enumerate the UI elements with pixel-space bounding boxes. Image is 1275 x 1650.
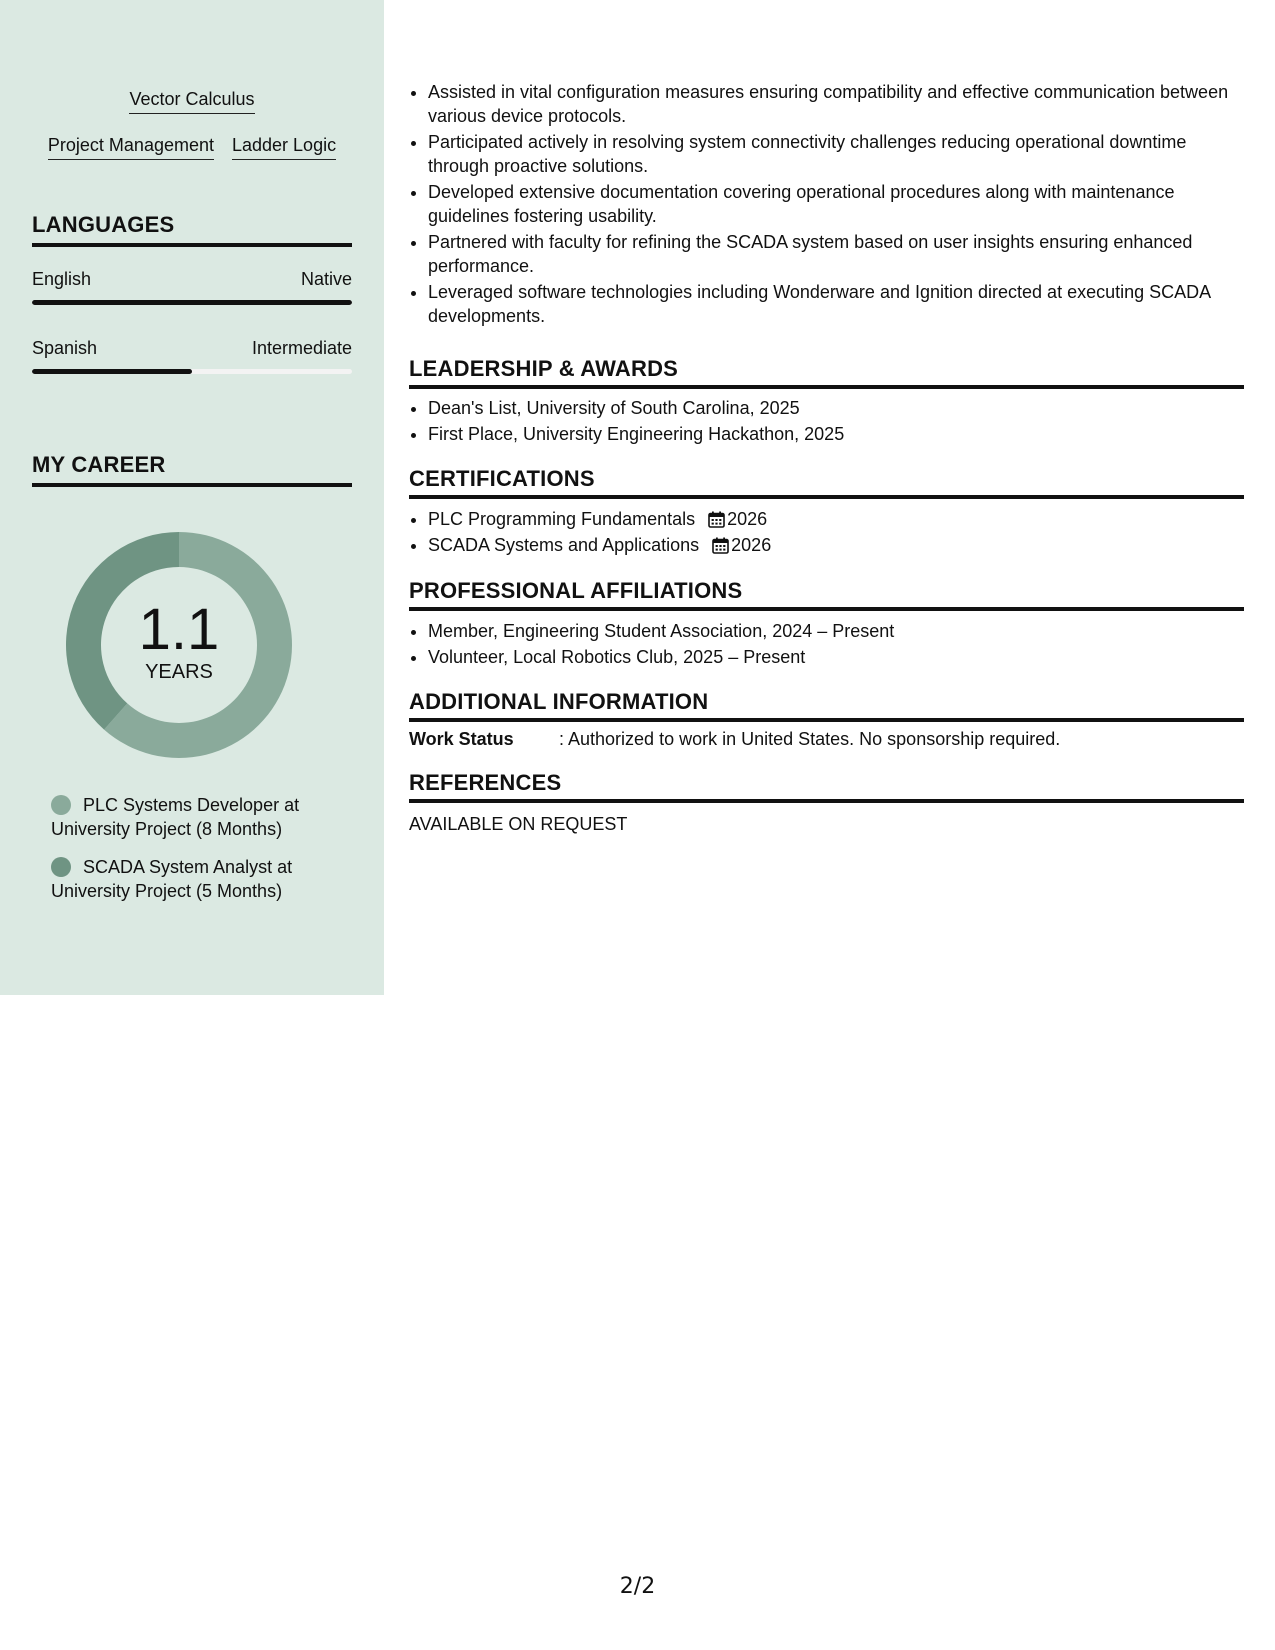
list-item [428,507,1244,531]
career-total-value: 1.1 [138,597,220,662]
leadership-list [409,396,1244,448]
list-item [428,533,1244,557]
certification-name: SCADA Systems and Applications [428,535,700,555]
references-heading: REFERENCES [409,770,1244,803]
list-item: • Assisted in vital configuration measures ensuring compatibility and effective communication between various device protocols. [428,80,1244,128]
skills-row [0,134,384,160]
language-bar [32,300,352,305]
career-legend-label: SCADA System Analyst at University Project (5 Months) [51,857,293,901]
career-legend-item [51,793,351,841]
language-bar [32,369,352,374]
career-legend-item [51,855,351,903]
experience-bullets [409,80,1244,330]
work-status [409,729,1244,750]
language-item [32,337,352,374]
language-level: Native [300,269,352,289]
additional-info-heading: ADDITIONAL INFORMATION [409,689,1244,722]
career-donut [66,532,292,758]
list-item: • First Place, University Engineering Hackathon, 2025 [428,422,1244,446]
work-status-value: : Authorized to work in United States. No sponsorship required. [559,729,1061,749]
certifications-list [409,507,1244,559]
language-item [32,268,352,305]
legend-dot [51,795,71,815]
work-status-label: Work Status [409,729,514,749]
career-total-unit: YEARS [145,661,213,683]
skill-tag: Project Management [48,134,214,160]
calendar-icon [712,537,729,554]
certification-year: 2026 [727,509,768,529]
sidebar [0,0,384,995]
legend-dot [51,857,71,877]
list-item: • Dean's List, University of South Carolina, 2025 [428,396,1244,420]
language-bar-fill [32,369,192,374]
skills-row [0,88,384,114]
language-level: Intermediate [251,338,352,358]
career-legend-label: PLC Systems Developer at University Project (8 Months) [51,795,300,839]
list-item: • Leveraged software technologies including Wonderware and Ignition directed at executing SCADA developments. [428,280,1244,328]
list-item: • Member, Engineering Student Association, 2024 – Present [428,619,1244,643]
language-bar-fill [32,300,352,305]
language-name: Spanish [32,338,98,358]
affiliations-list [409,619,1244,671]
page-number: 2/2 [619,1574,656,1599]
calendar-icon [708,511,725,528]
references-text: AVAILABLE ON REQUEST [409,814,628,834]
certification-year: 2026 [731,535,772,555]
list-item: • Developed extensive documentation covering operational procedures along with maintenance guidelines fostering usability. [428,180,1244,228]
career-heading: MY CAREER [32,452,352,487]
certifications-heading: CERTIFICATIONS [409,466,1244,499]
list-item: • Partnered with faculty for refining the SCADA system based on user insights ensuring enhanced performance. [428,230,1244,278]
certification-name: PLC Programming Fundamentals [428,509,696,529]
skill-tag: Ladder Logic [232,134,336,160]
leadership-heading: LEADERSHIP & AWARDS [409,356,1244,389]
languages-heading: LANGUAGES [32,212,352,247]
list-item: • Volunteer, Local Robotics Club, 2025 – Present [428,645,1244,669]
skill-tag: Vector Calculus [129,88,254,114]
affiliations-heading: PROFESSIONAL AFFILIATIONS [409,578,1244,611]
list-item: • Participated actively in resolving system connectivity challenges reducing operational downtime through proactive solutions. [428,130,1244,178]
language-name: English [32,269,92,289]
